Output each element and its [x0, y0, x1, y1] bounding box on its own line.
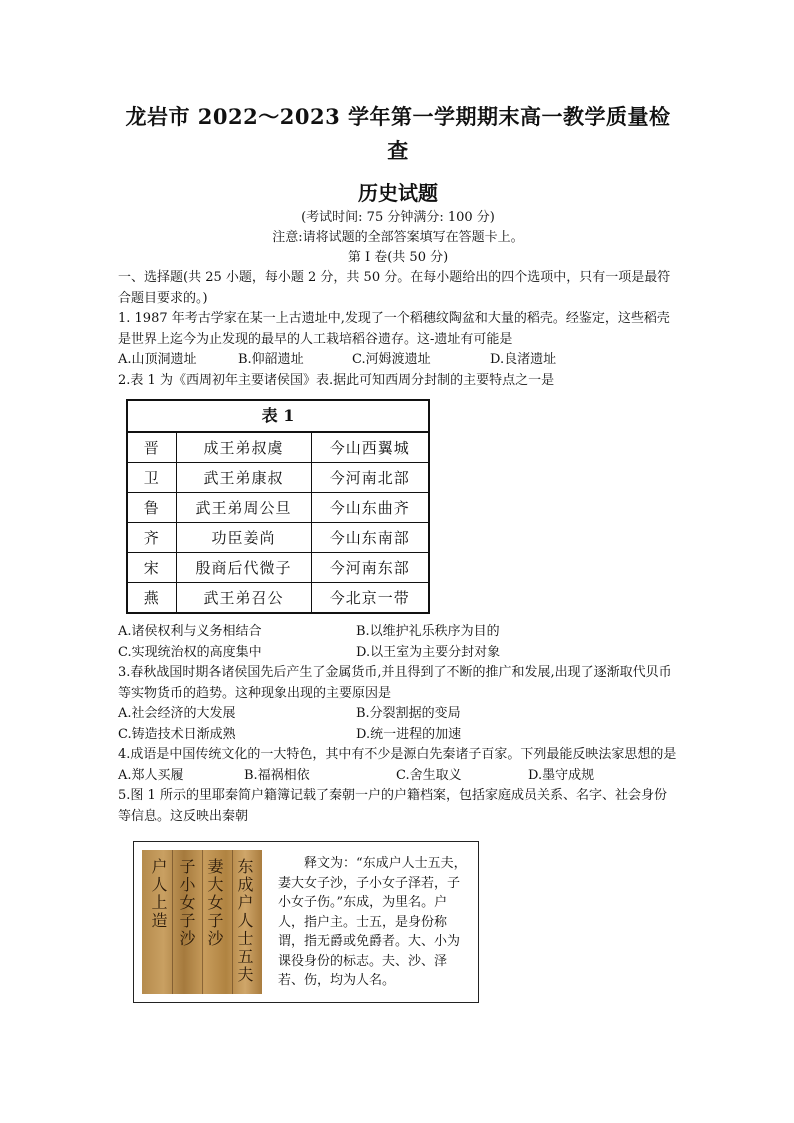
table-row — [128, 553, 428, 583]
table-row — [128, 433, 428, 463]
exam-page — [118, 100, 678, 1003]
enfeoffed-person-cell: 武王弟周公旦 — [176, 493, 311, 523]
state-cell: 齐 — [128, 523, 176, 553]
enfeoffed-person-cell: 武王弟康叔 — [176, 463, 311, 493]
exam-title: 龙岩市 2022～2023 学年第一学期期末高一教学质量检查 — [125, 104, 671, 163]
figure-1-transcription: 释文为：“东成户人士五夫，妻大女子沙，子小女子泽若，子小女子伤。”东成，为里名。户人，指户主。士五，是身份称谓，指无爵或免爵者。大、小为课役身份的标志。夫、沙、泽若、伤，均为人名。 — [278, 856, 467, 988]
question-4-stem: 4.成语是中国传统文化的一大特色，其中有不少是源白先秦诸子百家。下列最能反映法家思想的是 — [118, 747, 677, 762]
question-1-option-b: B.仰韶遗址 — [238, 352, 304, 367]
question-2-options-row1 — [118, 622, 678, 643]
question-1-stem: 1. 1987 年考古学家在某一上古遗址中,发现了一个稻穗纹陶盆和大量的稻壳。经鉴定，这些稻壳是世界上迄今为止发现的最早的人工栽培稻谷遗存。这-遗址有可能是 — [118, 311, 670, 347]
question-4-option-b: B.福祸相依 — [244, 767, 310, 783]
question-3-stem: 3.春秋战国时期各诸侯国先后产生了金属货币,并且得到了不断的推广和发展,出现了逐渐取代贝币等实物货币的趋势。这种现象出现的主要原因是 — [118, 665, 672, 701]
enfeoffed-person-cell: 功臣姜尚 — [176, 523, 311, 553]
section-heading: 一、选择题(共 25 小题，每小题 2 分，共 50 分。在每小题给出的四个选项中，只有一项是最符合题目要求的。) — [118, 270, 671, 306]
state-cell: 宋 — [128, 553, 176, 583]
figure-1-bamboo-slip — [133, 841, 479, 1003]
location-cell: 今山东南部 — [311, 523, 428, 553]
bamboo-slip-image — [142, 850, 262, 994]
question-1-option-a: A.山顶洞遗址 — [118, 352, 197, 367]
question-2-option-a: A.诸侯权利与义务相结合 — [118, 624, 262, 639]
question-1-options — [118, 350, 678, 371]
slip-column: 妻大女子沙 — [205, 858, 224, 948]
location-cell: 今山东曲齐 — [311, 493, 428, 523]
location-cell: 今山西翼城 — [311, 433, 428, 463]
location-cell: 今北京一带 — [311, 583, 428, 613]
question-3-option-a: A.社会经济的大发展 — [118, 706, 236, 721]
location-cell: 今河南北部 — [311, 463, 428, 493]
question-1-option-d: D.良渚遗址 — [490, 352, 557, 367]
question-2-options-row2 — [118, 643, 678, 664]
state-cell: 晋 — [128, 433, 176, 463]
subject-title: 历史试题 — [358, 181, 438, 205]
enfeoffed-person-cell: 武王弟召公 — [176, 583, 311, 613]
question-2-option-c: C.实现统治权的高度集中 — [118, 644, 262, 660]
exam-info: (考试时间: 75 分钟满分: 100 分) — [301, 210, 495, 225]
question-3-option-b: B.分裂割据的变局 — [356, 706, 461, 721]
question-2-stem: 2.表 1 为《西周初年主要诸侯国》表.据此可知西周分封制的主要特点之一是 — [118, 372, 555, 388]
table-row — [128, 583, 428, 613]
state-cell: 燕 — [128, 583, 176, 613]
table-row — [128, 463, 428, 493]
table-row — [128, 523, 428, 553]
slip-column: 东成户人士五夫 — [235, 858, 254, 984]
state-cell: 鲁 — [128, 493, 176, 523]
question-1-option-c: C.河姆渡遗址 — [352, 352, 431, 367]
table-1 — [126, 399, 430, 614]
table-1-title: 表 1 — [128, 401, 428, 432]
question-4-options — [118, 766, 678, 787]
enfeoffed-person-cell: 成王弟叔虞 — [176, 433, 311, 463]
question-3-options-row1 — [118, 704, 678, 725]
state-cell: 卫 — [128, 463, 176, 493]
question-5-stem: 5.图 1 所示的里耶秦简户籍簿记载了秦朝一户的户籍档案，包括家庭成员关系、名字、社会身份等信息。这反映出秦朝 — [118, 788, 667, 824]
exam-notice: 注意:请将试题的全部答案填写在答题卡上。 — [272, 230, 524, 245]
location-cell: 今河南东部 — [311, 553, 428, 583]
slip-column: 户人上造 — [149, 858, 168, 930]
question-3-options-row2 — [118, 725, 678, 746]
question-4-option-a: A.郑人买履 — [118, 767, 184, 783]
question-4-option-c: C.舍生取义 — [396, 767, 462, 783]
vassal-states-table — [128, 432, 428, 612]
question-4-option-d: D.墨守成规 — [528, 767, 595, 783]
table-row — [128, 493, 428, 523]
enfeoffed-person-cell: 殷商后代微子 — [176, 553, 311, 583]
question-3-option-d: D.统一进程的加速 — [356, 726, 462, 742]
slip-column: 子小女子沙 — [177, 858, 196, 948]
volume-label: 第 I 卷(共 50 分) — [347, 250, 449, 265]
question-2-option-b: B.以维护礼乐秩序为目的 — [356, 624, 500, 639]
question-3-option-c: C.铸造技术日渐成熟 — [118, 726, 236, 742]
question-2-option-d: D.以王室为主要分封对象 — [356, 644, 501, 660]
